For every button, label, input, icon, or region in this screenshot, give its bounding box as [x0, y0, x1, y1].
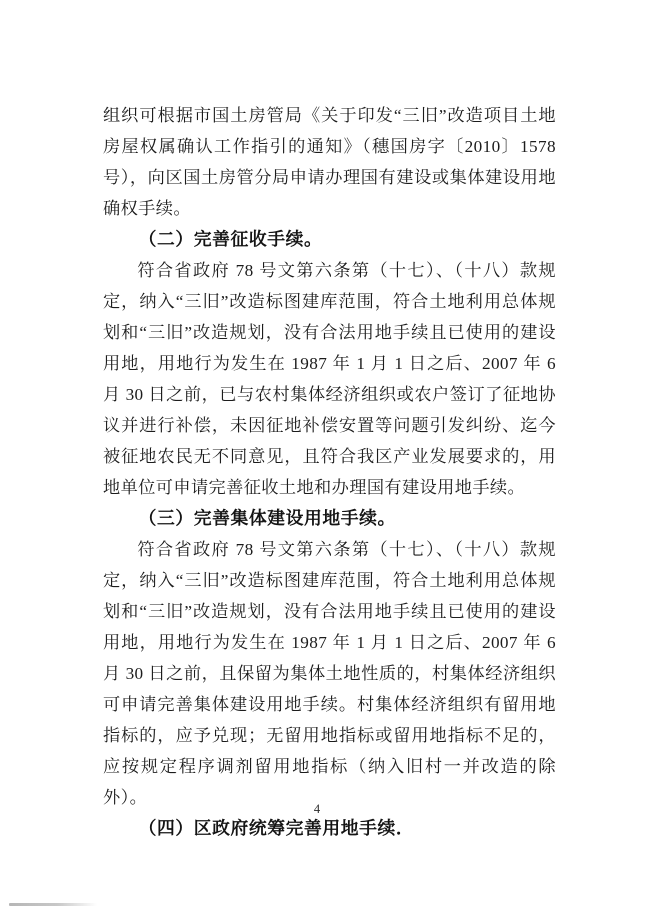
- paragraph-collective-land-procedure: 符合省政府 78 号文第六条第（十七）、（十八）款规定，纳入“三旧”改造标图建库范围，符合土地利用总体规划和“三旧”改造规划，没有合法用地手续且已使用的建设用地，用地行为发生在 1987 年 1 月 1 日之后、2007 年 6 月 30 日之前，且保留为集体土地性质的，村集体经济组织可申请完善集体建设用地手续。村集体经济组织有留用地指标的，应予兑现；无留用地指标或留用地指标不足的，应按规定程序调剂留用地指标（纳入旧村一并改造的除外）。: [103, 540, 556, 807]
- scan-artifact-streak: [9, 903, 97, 906]
- paragraph-expropriation-procedure: 符合省政府 78 号文第六条第（十七）、（十八）款规定，纳入“三旧”改造标图建库范围，符合土地利用总体规划和“三旧”改造规划，没有合法用地手续且已使用的建设用地，用地行为发生在 1987 年 1 月 1 日之后、2007 年 6 月 30 日之前，已与农村集体经济组织或农户签订了征地协议并进行补偿，未因征地补偿安置等问题引发纠纷、迄今被征地农民无不同意见，且符合我区产业发展要求的，用地单位可申请完善征收土地和办理国有建设用地手续。: [103, 261, 556, 497]
- section-heading-2-expropriation: （二）完善征收手续。: [138, 229, 323, 249]
- section-heading-3-collective-land: （三）完善集体建设用地手续。: [138, 508, 396, 528]
- section-heading-4-district-coordination: （四）区政府统筹完善用地手续．: [138, 818, 415, 838]
- document-text-block: [103, 100, 556, 844]
- page-number: 4: [313, 802, 321, 816]
- paragraph-confirm-rights: 组织可根据市国土房管局《关于印发“三旧”改造项目土地房屋权属确认工作指引的通知》（穗国房字〔2010〕1578 号），向区国土房管分局申请办理国有建设或集体建设用地确权手续。: [103, 106, 556, 218]
